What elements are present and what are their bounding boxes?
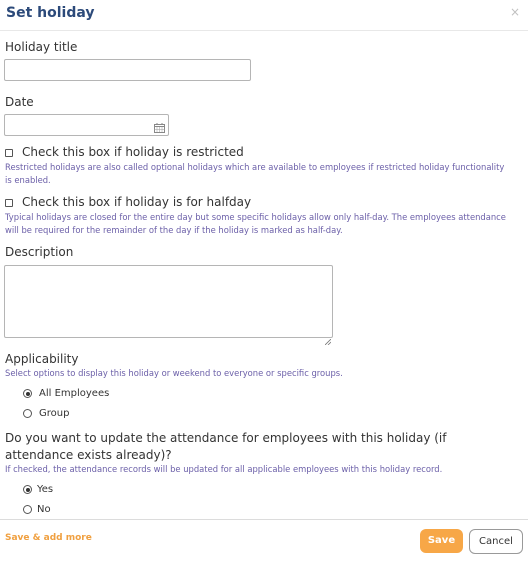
halfday-checkbox[interactable]: [5, 199, 13, 207]
update-attendance-help-text: If checked, the attendance records will be updated for all applicable employees with this holiday record.: [5, 464, 443, 474]
halfday-help-text: Typical holidays are closed for the entire day but some specific holidays allow only half-day. The employees attendance will be required for the remainder of the day if the holiday is marked as half-day.: [5, 212, 506, 235]
resize-handle-icon[interactable]: [325, 330, 331, 336]
date-field-wrapper: [4, 113, 169, 135]
attendance-no-radio-label[interactable]: No: [37, 504, 51, 515]
all-employees-radio[interactable]: [23, 389, 32, 398]
attendance-yes-radio[interactable]: [23, 485, 32, 494]
holiday-title-label: Holiday title: [5, 40, 78, 54]
description-label: Description: [5, 245, 74, 259]
restricted-checkbox[interactable]: [5, 149, 13, 157]
holiday-title-input[interactable]: [4, 59, 251, 81]
description-wrapper: [4, 265, 333, 338]
description-textarea[interactable]: [4, 265, 333, 338]
group-radio-label[interactable]: Group: [39, 408, 70, 419]
halfday-checkbox-label[interactable]: Check this box if holiday is for halfday: [22, 195, 252, 209]
save-button[interactable]: Save: [420, 529, 463, 553]
update-attendance-label: Do you want to update the attendance for employees with this holiday (if attendance exists already)?: [5, 431, 447, 462]
attendance-yes-radio-label[interactable]: Yes: [37, 484, 54, 495]
attendance-no-radio[interactable]: [23, 505, 32, 514]
date-input[interactable]: [4, 114, 169, 136]
dialog-body: [0, 31, 528, 519]
date-label: Date: [5, 95, 34, 109]
close-icon[interactable]: ×: [509, 5, 520, 19]
save-and-add-more-link[interactable]: Save & add more: [5, 533, 92, 543]
restricted-checkbox-label[interactable]: Check this box if holiday is restricted: [22, 145, 244, 159]
dialog-header: [0, 0, 528, 31]
group-radio[interactable]: [23, 409, 32, 418]
dialog-title: Set holiday: [6, 5, 95, 21]
all-employees-radio-label[interactable]: All Employees: [39, 388, 110, 399]
dialog-footer: [0, 519, 528, 561]
applicability-label: Applicability: [5, 352, 79, 366]
applicability-help-text: Select options to display this holiday or weekend to everyone or specific groups.: [5, 368, 343, 378]
cancel-button[interactable]: Cancel: [469, 529, 523, 554]
calendar-icon[interactable]: [154, 118, 165, 128]
restricted-help-text: Restricted holidays are also called optional holidays which are available to employees if restricted holiday functionality is enabled.: [5, 162, 505, 185]
